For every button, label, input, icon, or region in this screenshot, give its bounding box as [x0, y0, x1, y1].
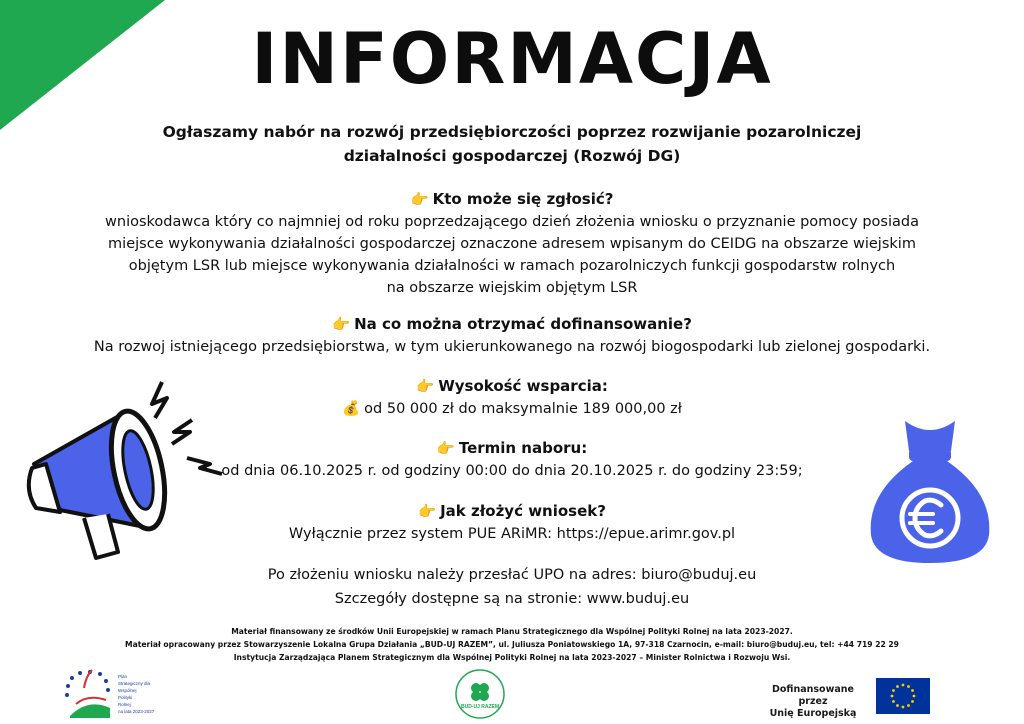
- section-funding-scope: [60, 313, 964, 358]
- eu-star: [913, 695, 916, 698]
- eu-star: [902, 706, 905, 709]
- eu-star: [892, 689, 895, 692]
- eu-star: [896, 704, 899, 707]
- money-bag-icon: 💰: [342, 401, 361, 417]
- logo-left-text: Polityki: [118, 695, 133, 700]
- pointing-hand-icon: 👉: [332, 317, 351, 333]
- eu-star: [902, 684, 905, 687]
- eu-star: [907, 685, 910, 688]
- euro-money-bag-icon: [865, 415, 995, 565]
- headline: Ogłaszamy nabór na rozwój przedsiębiorczości poprzez rozwijanie pozarolniczej działalności gospodarczej (Rozwój DG): [162, 123, 862, 165]
- logo-mid-text: BUD-UJ RAZEM: [460, 704, 500, 710]
- section-line: na obszarze wiejskim objętym LSR: [386, 280, 638, 296]
- megaphone-icon: [22, 372, 232, 567]
- section-heading: [60, 313, 964, 336]
- section-line: wnioskodawca który co najmniej od roku poprzedzającego dzień złożenia wniosku o przyznanie pomocy posiada: [105, 214, 919, 230]
- eu-star: [891, 695, 894, 698]
- section-heading: [60, 188, 964, 211]
- closing-line: Po złożeniu wniosku należy przesłać UPO na adres: biuro@buduj.eu: [267, 567, 757, 583]
- eu-star: [911, 700, 914, 703]
- section-line: Wyłącznie przez system PUE ARiMR: https://epue.arimr.gov.pl: [288, 526, 736, 542]
- eu-flag-icon: [876, 678, 930, 714]
- logo-left-text: Rolnej: [118, 702, 131, 707]
- amount-text: od 50 000 zł do maksymalnie 189 000,00 zł: [364, 401, 682, 417]
- eu-text-line: Unię Europejską: [769, 708, 857, 719]
- logo-left-text: Strategiczny dla: [118, 681, 151, 686]
- footer-line: Materiał opracowany przez Stowarzyszenie Lokalna Grupa Działania „BUD-UJ RAZEM”, ul. Juliusza Poniatowskiego 1A, 97-318 Czarnocin, e-mail: biuro@buduj.eu, tel: +44 719 22 29: [125, 640, 899, 649]
- section-line: od dnia 06.10.2025 r. od godziny 00:00 do dnia 20.10.2025 r. do godziny 23:59;: [221, 463, 803, 479]
- eu-text-line: Dofinansowane przez: [772, 684, 854, 707]
- section-line: Na rozwoj istniejącego przedsiębiorstwa, w tym ukierunkowanego na rozwój biogospodarki lub zielonej gospodarki.: [93, 339, 931, 355]
- eu-star: [892, 700, 895, 703]
- bud-uj-razem-logo: [452, 668, 508, 720]
- eu-star: [911, 689, 914, 692]
- closing-info: [60, 563, 964, 611]
- footer-fine-print: [120, 625, 904, 664]
- pointing-hand-icon: 👉: [418, 504, 437, 520]
- footer-line: Instytucja Zarządzająca Planem Strategicznym dla Wspólnej Polityki Rolnej na lata 2023-2027 – Minister Rolnictwa i Rozwoju Wsi.: [233, 653, 791, 662]
- logo-left-text: Plan: [118, 674, 128, 679]
- section-line: objętym LSR lub miejsce wykonywania działalności w ramach pozarolniczych funkcji gospodarstw rolnych: [128, 258, 896, 274]
- section-question: Jak złożyć wniosek?: [440, 502, 606, 520]
- section-question: Wysokość wsparcia:: [438, 377, 608, 395]
- closing-line: Szczegóły dostępne są na stronie: www.buduj.eu: [334, 591, 690, 607]
- page-title: INFORMACJA: [251, 18, 773, 100]
- eu-star: [896, 685, 899, 688]
- pointing-hand-icon: 👉: [410, 192, 429, 208]
- section-who-can-apply: [60, 188, 964, 299]
- pointing-hand-icon: 👉: [436, 441, 455, 457]
- section-question: Na co można otrzymać dofinansowanie?: [354, 315, 692, 333]
- section-line: miejsce wykonywania działalności gospodarczej oznaczone adresem wpisanym do CEIDG na obszarze wiejskim: [108, 236, 916, 252]
- logo-left-text: na lata 2023-2027: [118, 709, 155, 714]
- logo-left-text: Wspólnej: [118, 688, 137, 693]
- eu-funding-label: [756, 684, 870, 720]
- section-question: Kto może się zgłosić?: [432, 190, 614, 208]
- eu-star: [907, 704, 910, 707]
- pointing-hand-icon: 👉: [416, 379, 435, 395]
- plan-strategiczny-logo: [62, 668, 172, 720]
- section-question: Termin naboru:: [458, 439, 588, 457]
- footer-line: Materiał finansowany ze środków Unii Europejskiej w ramach Planu Strategicznego dla Wspólnej Polityki Rolnej na lata 2023-2027.: [231, 627, 793, 636]
